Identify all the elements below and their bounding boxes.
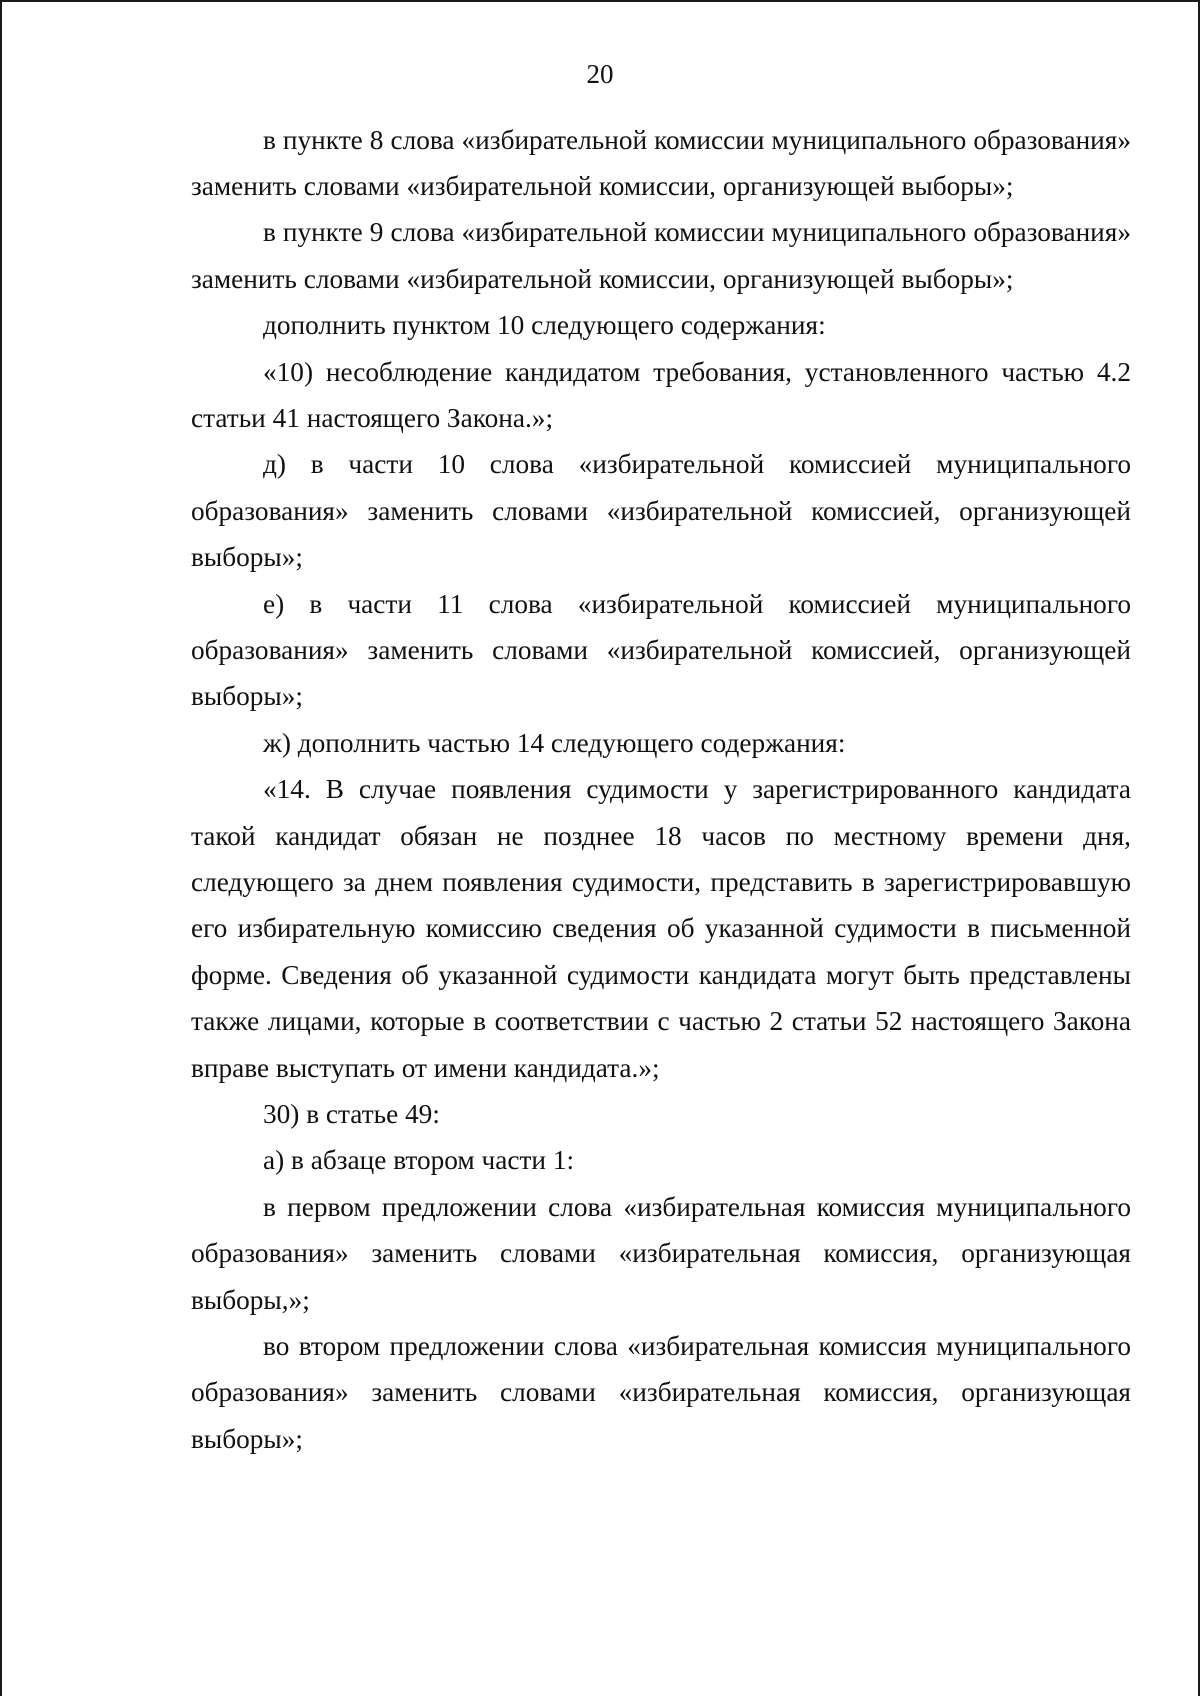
page-number: 20 (586, 59, 614, 89)
paragraph-first-sentence: в первом предложении слова «избирательная комиссия муниципального образования» заменить словами «избирательная комиссия, организующая выборы,»; (191, 1191, 1131, 1315)
paragraph-part-1-second-subparagraph: а) в абзаце втором части 1: (263, 1145, 575, 1176)
paragraph-article-49: 30) в статье 49: (263, 1099, 440, 1130)
scan-edge-left (0, 0, 2, 1696)
paragraph-part-14-text: «14. В случае появления судимости у зарегистрированного кандидата такой кандидат обязан не позднее 18 часов по местному времени дня, следующего за днем появления судимости, представить в зарегистрировавшую его избирательную комиссию сведения об указанной судимости в письменной форме. Сведения об указанной судимости кандидата могут быть представлены также лицами, которые в соответствии с частью 2 статьи 52 настоящего Закона вправе выступать от имени кандидата.»; (191, 774, 1131, 1083)
paragraph-item-8: в пункте 8 слова «избирательной комиссии муниципального образования» заменить словами «избирательной комиссии, организующей выборы»; (191, 124, 1131, 201)
document-body (191, 117, 1131, 1463)
paragraph-item-9: в пункте 9 слова «избирательной комиссии муниципального образования» заменить словами «избирательной комиссии, организующей выборы»; (191, 217, 1131, 294)
paragraph-add-item-10: дополнить пунктом 10 следующего содержания: (263, 310, 826, 341)
paragraph-part-10: д) в части 10 слова «избирательной комиссией муниципального образования» заменить словами «избирательной комиссией, организующей выборы»; (191, 449, 1131, 573)
scan-edge-top (0, 0, 1200, 2)
paragraph-item-10-text: «10) несоблюдение кандидатом требования, установленного частью 4.2 статьи 41 настоящего Закона.»; (191, 356, 1131, 433)
paragraph-second-sentence: во втором предложении слова «избирательная комиссия муниципального образования» заменить словами «избирательная комиссия, организующая выборы»; (191, 1331, 1131, 1454)
paragraph-add-part-14: ж) дополнить частью 14 следующего содержания: (263, 727, 846, 758)
paragraph-part-11: е) в части 11 слова «избирательной комиссией муниципального образования» заменить словами «избирательной комиссией, организующей выборы»; (191, 588, 1131, 712)
